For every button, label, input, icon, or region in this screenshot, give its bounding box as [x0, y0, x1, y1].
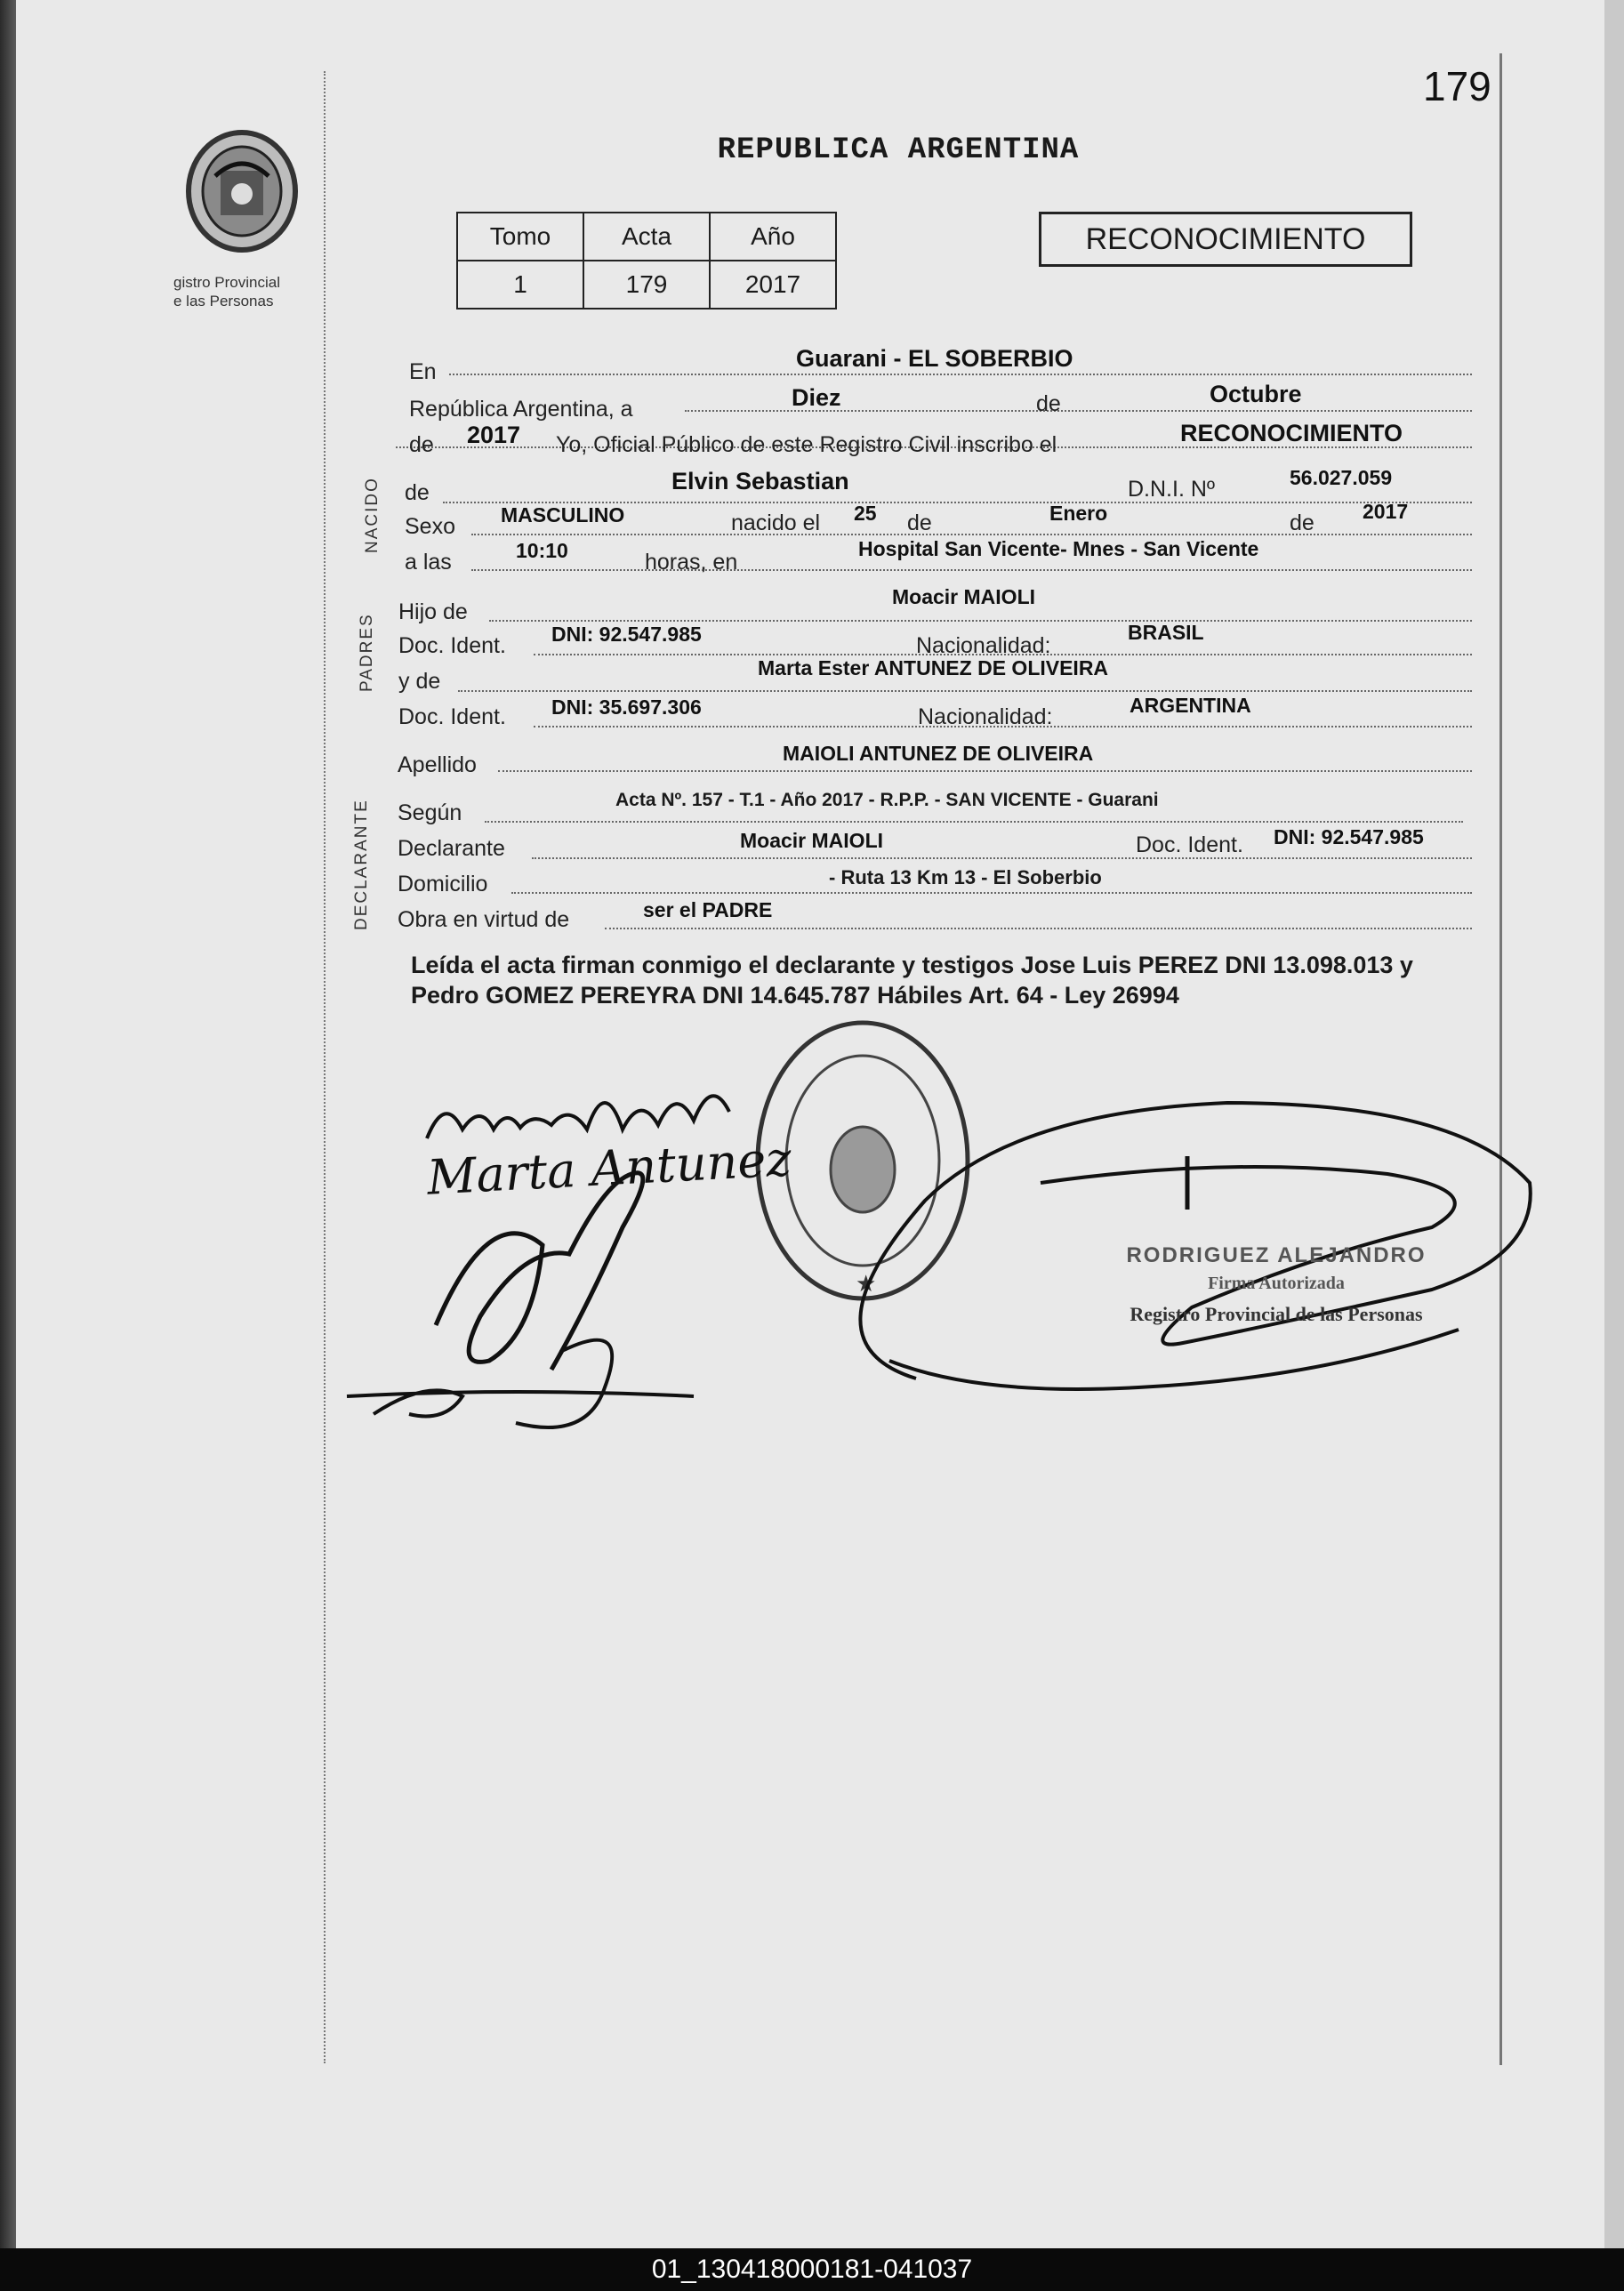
header-ano: Año — [710, 213, 836, 261]
value-child-name: Elvin Sebastian — [671, 468, 849, 494]
value-month: Octubre — [1210, 381, 1302, 407]
value-acta: 179 — [583, 261, 710, 309]
value-location: Guarani - EL SOBERBIO — [796, 345, 1073, 372]
label-declarante: Declarante — [398, 836, 505, 861]
officer-block — [1094, 1243, 1459, 1326]
registry-caption-line1: gistro Provincial — [173, 274, 280, 291]
background-edge-right — [1604, 0, 1624, 2248]
label-de-year: de — [409, 432, 434, 457]
label-nacionalidad-mother: Nacionalidad: — [918, 704, 1053, 729]
label-sexo: Sexo — [405, 514, 455, 539]
value-domicilio: - Ruta 13 Km 13 - El Soberbio — [829, 866, 1102, 888]
value-mother-dni: DNI: 35.697.306 — [551, 695, 702, 719]
book-reference-table — [456, 212, 837, 309]
header-tomo: Tomo — [457, 213, 583, 261]
label-de-name: de — [405, 480, 430, 505]
value-birth-day: 25 — [854, 502, 877, 525]
value-day: Diez — [792, 384, 841, 411]
value-declarante: Moacir MAIOLI — [740, 829, 884, 852]
value-segun: Acta Nº. 157 - T.1 - Año 2017 - R.P.P. - SAN VICENTE - Guarani — [615, 790, 1159, 810]
value-mother-nationality: ARGENTINA — [1130, 694, 1251, 717]
value-tomo: 1 — [457, 261, 583, 309]
label-de-birth-month: de — [907, 510, 932, 535]
dotted-line — [458, 690, 1472, 692]
act-type-box: RECONOCIMIENTO — [1039, 212, 1412, 267]
value-birth-year: 2017 — [1363, 500, 1409, 523]
label-segun: Según — [398, 800, 462, 825]
value-obra: ser el PADRE — [643, 898, 773, 921]
page-number: 179 — [1423, 63, 1491, 109]
value-child-dni: 56.027.059 — [1290, 466, 1393, 489]
officer-title: Firma Autorizada — [1208, 1274, 1345, 1293]
dotted-line — [471, 534, 1472, 535]
value-surname: MAIOLI ANTUNEZ DE OLIVEIRA — [783, 742, 1094, 765]
officer-registry: Registro Provincial de las Personas — [1130, 1303, 1423, 1325]
registry-caption-line2: e las Personas — [173, 293, 274, 309]
section-label-padres: PADRES — [358, 613, 376, 692]
dotted-line — [605, 928, 1472, 929]
dotted-line — [532, 857, 1472, 859]
section-label-declarante: DECLARANTE — [352, 799, 371, 930]
value-year: 2017 — [467, 422, 521, 448]
label-en: En — [409, 359, 437, 384]
label-obra: Obra en virtud de — [398, 907, 570, 932]
value-declarante-dni: DNI: 92.547.985 — [1274, 825, 1424, 848]
label-apellido: Apellido — [398, 752, 477, 777]
dotted-line — [471, 569, 1472, 571]
value-ano: 2017 — [710, 261, 836, 309]
label-y-de: y de — [398, 669, 441, 694]
value-father-nationality: BRASIL — [1128, 621, 1204, 644]
closing-statement: Leída el acta firman conmigo el declarante y testigos Jose Luis PEREZ DNI 13.098.013 y Pedro GOMEZ PEREYRA DNI 14.645.787 Hábiles Art. 64 - Ley 26994 — [411, 952, 1413, 1009]
label-inscribo: Yo, Oficial Público de este Registro Civil inscribo el — [556, 432, 1057, 457]
value-birth-time: 10:10 — [516, 539, 568, 562]
dotted-line — [498, 770, 1472, 772]
label-de-birth-year: de — [1290, 510, 1314, 535]
header-acta: Acta — [583, 213, 710, 261]
value-act-inscribed: RECONOCIMIENTO — [1180, 420, 1403, 446]
dotted-line — [485, 821, 1463, 823]
label-horas: horas, en — [645, 550, 738, 575]
value-birth-month: Enero — [1049, 502, 1108, 525]
officer-name: RODRIGUEZ ALEJANDRO — [1126, 1243, 1427, 1267]
label-doc-ident-declarante: Doc. Ident. — [1136, 832, 1243, 857]
value-birth-place: Hospital San Vicente- Mnes - San Vicente — [858, 537, 1259, 560]
label-de: de — [1036, 391, 1061, 416]
label-domicilio: Domicilio — [398, 872, 488, 896]
label-doc-ident-father: Doc. Ident. — [398, 633, 506, 658]
value-father-dni: DNI: 92.547.985 — [551, 623, 702, 646]
registry-caption — [173, 273, 280, 310]
value-father-name: Moacir MAIOLI — [892, 585, 1036, 608]
footer-identifier: 01_130418000181-041037 — [0, 2248, 1624, 2291]
label-republica: República Argentina, a — [409, 397, 633, 422]
province-seal-logo — [180, 125, 304, 258]
value-sexo: MASCULINO — [501, 503, 625, 527]
value-mother-name: Marta Ester ANTUNEZ DE OLIVEIRA — [758, 656, 1109, 679]
dotted-line — [449, 374, 1472, 375]
section-label-nacido: NACIDO — [363, 477, 382, 553]
label-nacionalidad-father: Nacionalidad: — [916, 633, 1051, 658]
handwritten-signature-name: Marta Antunez — [425, 1130, 793, 1206]
label-nacido: nacido el — [731, 510, 821, 535]
margin-line-left — [324, 71, 326, 2063]
dotted-line — [489, 620, 1472, 622]
dotted-line — [511, 892, 1472, 894]
svg-text:★: ★ — [856, 1271, 877, 1298]
label-alas: a las — [405, 550, 452, 575]
label-doc-ident-mother: Doc. Ident. — [398, 704, 506, 729]
label-hijo-de: Hijo de — [398, 599, 468, 624]
document-title: REPUBLICA ARGENTINA — [717, 133, 1080, 167]
label-dni: D.N.I. Nº — [1128, 477, 1216, 502]
